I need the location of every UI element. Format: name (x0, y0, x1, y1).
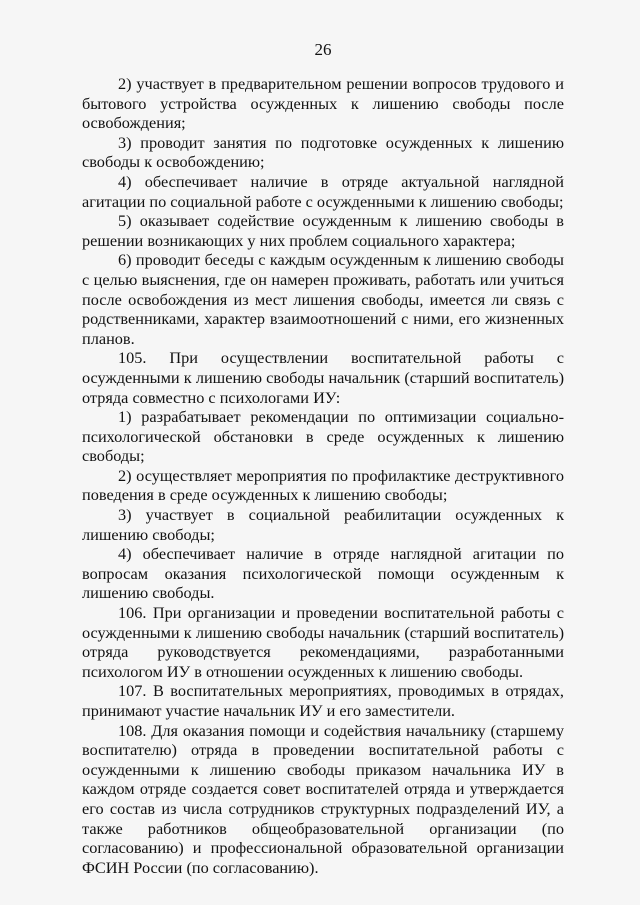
paragraph-106: 106. При организации и проведении воспитательной работы с осужденными к лишению свободы начальник (старший воспитатель) отряда руководствуется рекомендациями, разработанными психологом ИУ в отношении осужденных к лишению свободы. (82, 603, 564, 681)
paragraph-item-5: 5) оказывает содействие осужденным к лишению свободы в решении возникающих у них проблем социального характера; (82, 211, 564, 250)
paragraph-105-item-4: 4) обеспечивает наличие в отряде наглядной агитации по вопросам оказания психологической помощи осужденным к лишению свободы. (82, 544, 564, 603)
paragraph-105-item-1: 1) разрабатывает рекомендации по оптимизации социально-психологической обстановки в среде осужденных к лишению свободы; (82, 407, 564, 466)
paragraph-108: 108. Для оказания помощи и содействия начальнику (старшему воспитателю) отряда в проведении воспитательной работы с осужденными к лишению свободы приказом начальника ИУ в каждом отряде создается совет воспитателей отряда и утверждается его состав из числа сотрудников структурных подразделений ИУ, а также работников общеобразовательной организации (по согласованию) и профессиональной образовательной организации ФСИН России (по согласованию). (82, 720, 564, 877)
paragraph-item-4: 4) обеспечивает наличие в отряде актуальной наглядной агитации по социальной работе с осужденными к лишению свободы; (82, 171, 564, 211)
paragraph-item-2: 2) участвует в предварительном решении вопросов трудового и бытового устройства осужденных к лишению свободы после освобождения; (82, 74, 564, 133)
paragraph-item-6: 6) проводит беседы с каждым осужденным к лишению свободы с целью выяснения, где он намерен проживать, работать или учиться после освобождения из мест лишения свободы, имеется ли связь с родственниками, характер взаимоотношений с ними, его жизненных планов. (82, 250, 564, 348)
paragraph-105-item-3: 3) участвует в социальной реабилитации осужденных к лишению свободы; (82, 505, 564, 544)
paragraph-105-item-2: 2) осуществляет мероприятия по профилактике деструктивного поведения в среде осужденных к лишению свободы; (82, 465, 564, 505)
paragraph-105: 105. При осуществлении воспитательной работы с осужденными к лишению свободы начальник (старший воспитатель) отряда совместно с психологами ИУ: (82, 348, 564, 407)
page-number: 26 (314, 40, 332, 59)
paragraph-107: 107. В воспитательных мероприятиях, проводимых в отрядах, принимают участие начальник ИУ и его заместители. (82, 681, 564, 720)
paragraph-item-3: 3) проводит занятия по подготовке осужденных к лишению свободы к освобождению; (82, 132, 564, 172)
